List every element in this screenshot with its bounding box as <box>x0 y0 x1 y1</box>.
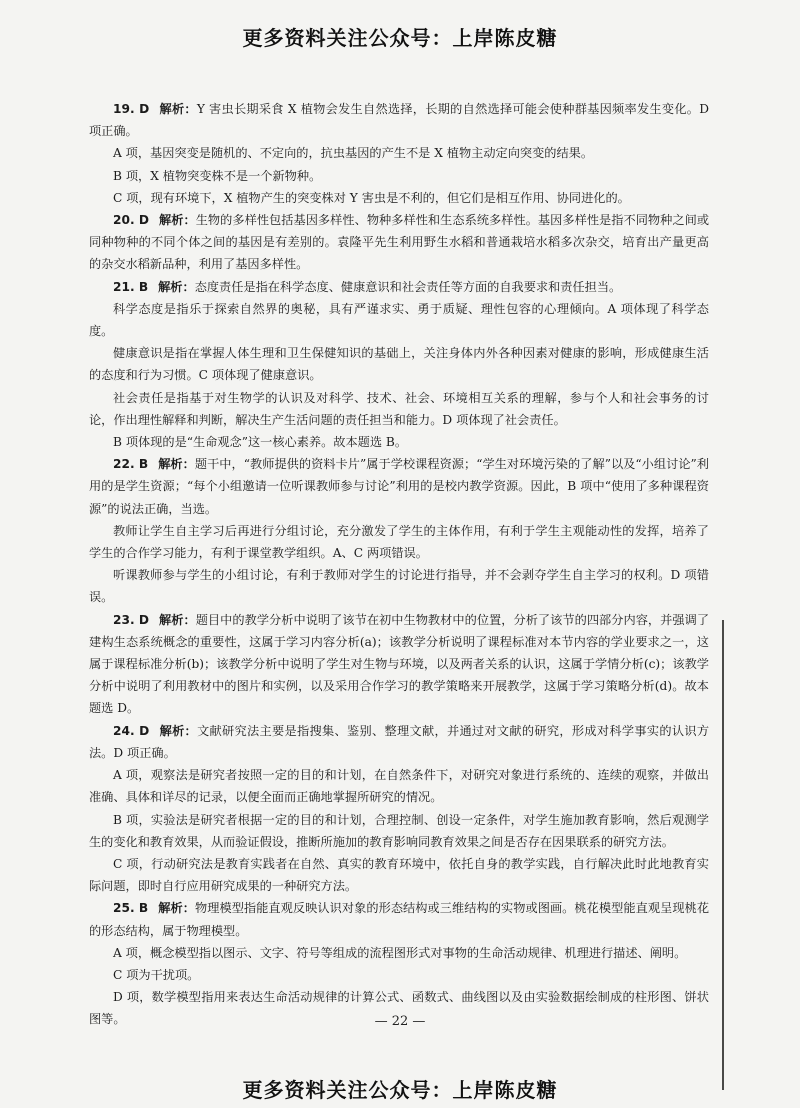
page-number: — 22 — <box>374 1014 426 1029</box>
question-number: 24. D <box>113 723 150 738</box>
paragraph-text: B 项，实验法是研究者根据一定的目的和计划，合理控制、创设一定条件，对学生施加教育影响，然后观测学生的变化和教育效果，从而验证假设，推断所施加的教育影响同教育效果之间是否存在因果联系的研究方法。 <box>89 812 709 849</box>
q21-explanation <box>89 276 709 298</box>
q19-explanation <box>89 98 709 142</box>
analysis-label: 解析： <box>158 901 195 916</box>
paragraph-text: C 项，现有环境下，X 植物产生的突变株对 Y 害虫是不利的，但它们是相互作用、协同进化的。 <box>113 190 630 205</box>
analysis-label: 解析： <box>158 457 195 472</box>
question-number: 23. D <box>113 612 149 627</box>
paragraph-text: D 项，数学模型指用来表达生命活动规律的计算公式、函数式、曲线图以及由实验数据绘制成的柱形图、饼状图等。 <box>89 990 709 1027</box>
analysis-label: 解析： <box>159 213 196 228</box>
paragraph-text: 态度责任是指在科学态度、健康意识和社会责任等方面的自我要求和责任担当。 <box>194 279 622 294</box>
paragraph <box>89 387 709 431</box>
paragraph-text: 文献研究法主要是指搜集、鉴别、整理文献，并通过对文献的研究，形成对科学事实的认识方法。D 项正确。 <box>89 723 710 760</box>
paragraph-text: Y 害虫长期采食 X 植物会发生自然选择，长期的自然选择可能会使种群基因频率发生变化。D 项正确。 <box>89 102 710 139</box>
question-number: 25. B <box>113 901 149 916</box>
paragraph-text: A 项，观察法是研究者按照一定的目的和计划，在自然条件下，对研究对象进行系统的、连续的观察，并做出准确、具体和详尽的记录，以便全面而正确地掌握所研究的情况。 <box>89 768 709 805</box>
paragraph <box>89 964 709 986</box>
q23-explanation <box>89 609 709 720</box>
paragraph-text: C 项，行动研究法是教育实践者在自然、真实的教育环境中，依托自身的教学实践，自行解决此时此地教育实际问题，即时自行应用研究成果的一种研究方法。 <box>89 856 709 894</box>
analysis-label: 解析： <box>158 279 195 294</box>
paragraph <box>89 809 709 853</box>
analysis-label: 解析： <box>159 612 196 627</box>
paragraph-text: A 项，概念模型指以图示、文字、符号等组成的流程图形式对事物的生命活动规律、机理进行描述、阐明。 <box>113 945 687 960</box>
question-number: 20. D <box>113 213 149 228</box>
q25-explanation <box>89 897 709 941</box>
q20-explanation <box>89 209 709 276</box>
paragraph-text: B 项体现的是“生命观念”这一核心素养。故本题选 B。 <box>113 435 408 450</box>
paragraph <box>89 853 709 897</box>
paragraph-text: 听课教师参与学生的小组讨论，有利于教师对学生的讨论进行指导，并不会剥夺学生自主学习的权利。D 项错误。 <box>89 568 709 605</box>
paragraph-text: A 项，基因突变是随机的、不定向的，抗虫基因的产生不是 X 植物主动定向突变的结果。 <box>113 146 594 161</box>
paragraph <box>89 942 709 964</box>
paragraph-text: 教师让学生自主学习后再进行分组讨论，充分激发了学生的主体作用，有利于学生主观能动性的发挥，培养了学生的合作学习能力，有利于课堂教学组织。A、C 两项错误。 <box>89 523 709 561</box>
paragraph-text: 健康意识是指在掌握人体生理和卫生保健知识的基础上，关注身体内外各种因素对健康的影响，形成健康生活的态度和行为习惯。C 项体现了健康意识。 <box>89 346 709 383</box>
paragraph-text: B 项，X 植物突变株不是一个新物种。 <box>113 168 322 183</box>
analysis-label: 解析： <box>159 723 198 738</box>
paragraph <box>89 431 709 453</box>
paragraph <box>89 342 709 386</box>
top-banner: 更多资料关注公众号：上岸陈皮糖 <box>242 26 558 50</box>
question-number: 21. B <box>113 279 149 294</box>
paragraph <box>89 764 709 808</box>
paragraph <box>89 298 709 342</box>
paragraph-text: 题目中的教学分析中说明了该节在初中生物教材中的位置，分析了该节的四部分内容，并强调了建构生态系统概念的重要性，这属于学习内容分析(a)；该教学分析说明了课程标准对本节内容的学业要求之一，这属于课程标准分析(b)；该教学分析中说明了学生对生物与环境，以及两者关系的认识，这属于学情分析(c)；该教学分析中说明了利用教材中的图片和实例，以及采用合作学习的教学策略来开展教学，这属于学习策略分析(d)。故本题选 D。 <box>89 612 710 716</box>
q22-explanation <box>89 453 709 520</box>
analysis-label: 解析： <box>159 102 197 116</box>
question-number: 19. D <box>113 102 150 116</box>
paragraph-text: C 项为干扰项。 <box>113 967 200 982</box>
scan-binding-line <box>722 620 724 1090</box>
answer-explanations <box>89 98 709 1031</box>
paragraph-text: 物理模型指能直观反映认识对象的形态结构或三维结构的实物或图画。桃花模型能直观呈现桃花的形态结构，属于物理模型。 <box>89 901 710 938</box>
paragraph-text: 题干中，“教师提供的资料卡片”属于学校课程资源；“学生对环境污染的了解”以及“小组讨论”利用的是学生资源；“每个小组邀请一位听课教师参与讨论”利用的是校内教学资源。因此，B 项中“使用了多种课程资源”的说法正确，当选。 <box>89 457 709 516</box>
paragraph <box>89 520 709 564</box>
paragraph-text: 生物的多样性包括基因多样性、物种多样性和生态系统多样性。基因多样性是指不同物种之间或同种物种的不同个体之间的基因是有差别的。袁隆平先生利用野生水稻和普通栽培水稻多次杂交，培育出产量更高的杂交水稻新品种，利用了基因多样性。 <box>89 213 710 272</box>
paragraph <box>89 187 709 209</box>
paragraph <box>89 165 709 187</box>
q24-explanation <box>89 720 709 764</box>
paragraph-text: 科学态度是指乐于探索自然界的奥秘，具有严谨求实、勇于质疑、理性包容的心理倾向。A 项体现了科学态度。 <box>89 301 709 339</box>
question-number: 22. B <box>113 457 149 472</box>
paragraph <box>89 142 709 164</box>
paragraph-text: 社会责任是指基于对生物学的认识及对科学、技术、社会、环境相互关系的理解，参与个人和社会事务的讨论，作出理性解释和判断，解决生产生活问题的责任担当和能力。D 项体现了社会责任。 <box>89 390 709 427</box>
paragraph <box>89 564 709 608</box>
bottom-banner: 更多资料关注公众号：上岸陈皮糖 <box>242 1078 558 1102</box>
